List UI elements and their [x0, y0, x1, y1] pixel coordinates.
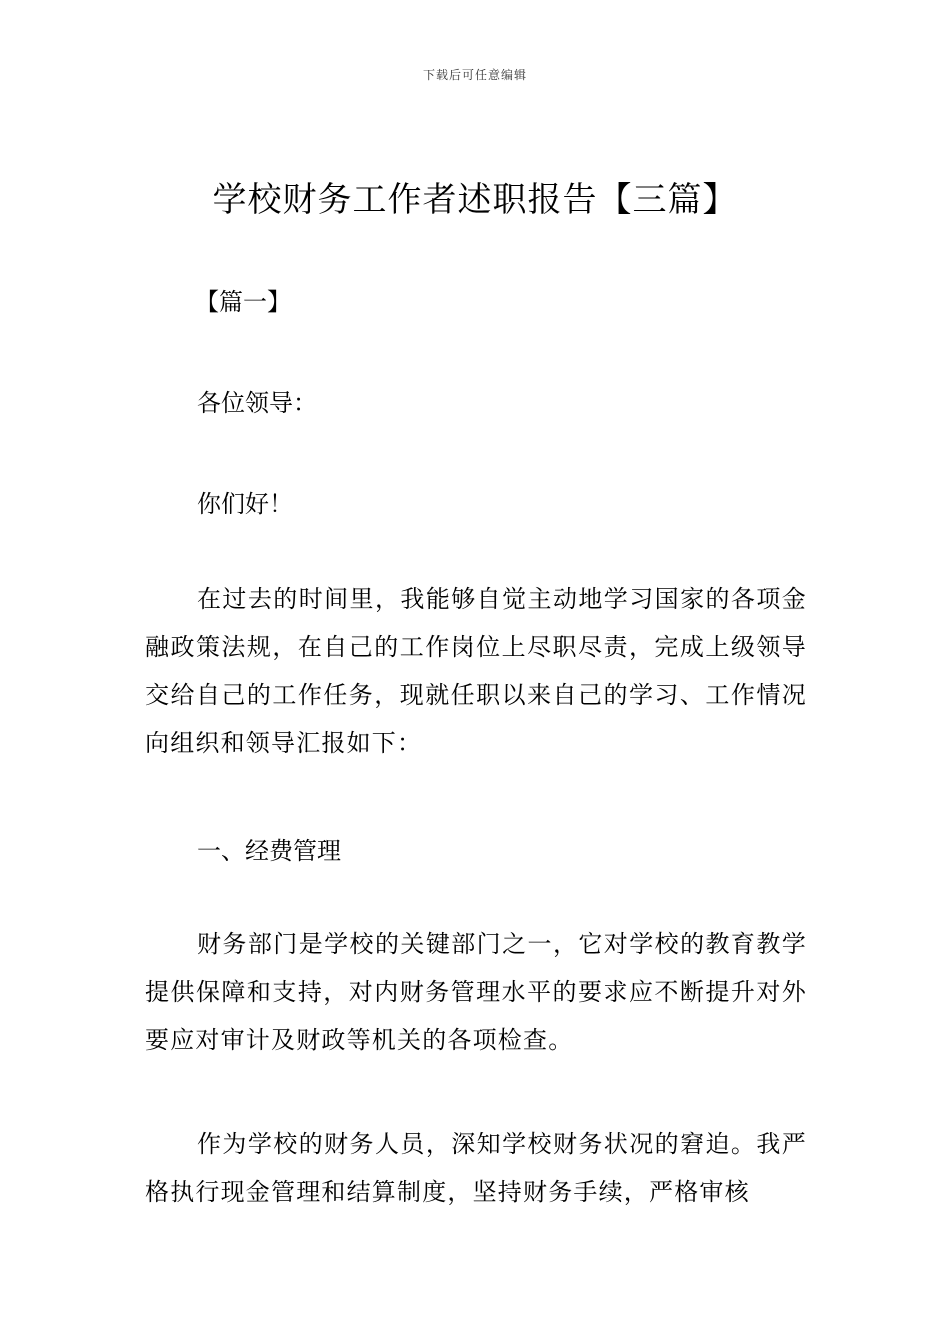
document-title: 学校财务工作者述职报告【三篇】	[212, 180, 738, 220]
section-heading-funding: 一、经费管理	[197, 837, 341, 865]
section-label: 【篇一】	[195, 288, 291, 316]
header-note: 下载后可任意编辑	[422, 68, 527, 82]
paragraph-finance-staff: 作为学校的财务人员，深知学校财务状况的窘迫。我严格执行现金管理和结算制度，坚持财务手续，严格审核	[145, 1130, 807, 1206]
paragraph-finance-dept: 财务部门是学校的关键部门之一，它对学校的教育教学提供保障和支持，对内财务管理水平的要求应不断提升对外要应对审计及财政等机关的各项检查。	[145, 930, 807, 1054]
paragraph-intro: 在过去的时间里，我能够自觉主动地学习国家的各项金融政策法规，在自己的工作岗位上尽职尽责，完成上级领导交给自己的工作任务，现就任职以来自己的学习、工作情况向组织和领导汇报如下：	[145, 585, 807, 757]
greeting: 你们好！	[197, 490, 293, 518]
salutation: 各位领导：	[197, 389, 317, 417]
